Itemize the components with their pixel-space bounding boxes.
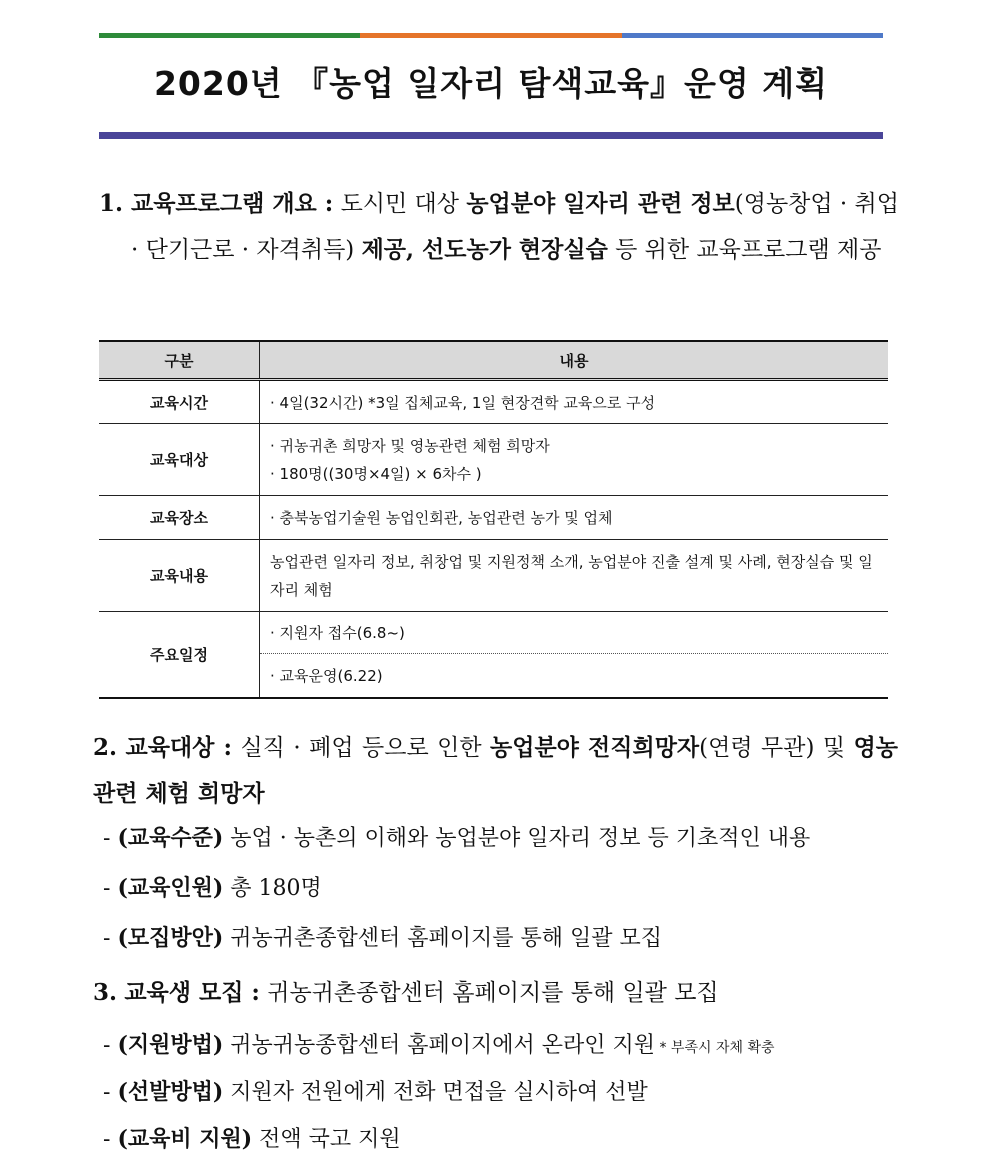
section-2 xyxy=(93,725,898,817)
item-text: 귀농귀농종합센터 홈페이지에서 온라인 지원 xyxy=(223,1033,656,1058)
item-text: 귀농귀촌종합센터 홈페이지를 통해 일괄 모집 xyxy=(223,926,663,951)
item-text: 총 180명 xyxy=(223,876,322,901)
bar-blue xyxy=(622,33,883,38)
list-item: - (선발방법) 지원자 전원에게 전화 면접을 실시하여 선발 xyxy=(103,1079,648,1105)
section-1-number: 1. xyxy=(99,190,124,217)
section-1 xyxy=(99,181,899,273)
list-item: - (교육비 지원) 전액 국고 지원 xyxy=(103,1126,401,1152)
top-color-bar xyxy=(99,33,883,38)
section-1-text-2: (영농창업 · 취업 · 단기근로 · 자격취득) xyxy=(131,191,899,263)
item-tag: (교육비 지원) xyxy=(117,1126,253,1152)
section-1-text-1: 도시민 대상 xyxy=(333,191,467,217)
item-note: * 부족시 자체 확충 xyxy=(655,1040,775,1056)
row-label: 교육내용 xyxy=(99,540,260,612)
item-tag: (교육인원) xyxy=(117,875,224,901)
list-item: - (교육수준) 농업 · 농촌의 이해와 농업분야 일자리 정보 등 기초적인 내용 xyxy=(103,825,811,851)
item-text: 지원자 전원에게 전화 면접을 실시하여 선발 xyxy=(223,1080,648,1105)
section-1-bold-2: 제공, 선도농가 현장실습 xyxy=(361,236,608,263)
table-row xyxy=(99,540,888,612)
program-table xyxy=(99,340,888,699)
section-3-text-1: 귀농귀촌종합센터 홈페이지를 통해 일괄 모집 xyxy=(259,980,719,1006)
table-header-content: 내용 xyxy=(260,341,889,380)
table-row xyxy=(99,496,888,540)
section-2-number: 2. xyxy=(93,734,118,761)
table-row xyxy=(99,612,888,654)
row-label: 교육장소 xyxy=(99,496,260,540)
list-item: - (지원방법) 귀농귀농종합센터 홈페이지에서 온라인 지원 * 부족시 자체 확충 xyxy=(103,1032,775,1058)
row-content: · 충북농업기술원 농업인회관, 농업관련 농가 및 업체 xyxy=(260,496,889,540)
item-tag: (지원방법) xyxy=(117,1032,224,1058)
row-content: · 4일(32시간) *3일 집체교육, 1일 현장견학 교육으로 구성 xyxy=(260,380,889,424)
section-2-heading: 교육대상 : xyxy=(125,734,232,761)
section-2-bold-1: 농업분야 전직희망자 xyxy=(490,734,700,761)
row-label: 주요일정 xyxy=(99,612,260,698)
row-line: · 180명((30명×4일) × 6차수 ) xyxy=(270,464,482,483)
item-text: 전액 국고 지원 xyxy=(252,1127,401,1152)
section-2-bold-2: 영농 관련 체험 희망자 xyxy=(93,734,898,807)
table-row xyxy=(99,380,888,424)
bar-green xyxy=(99,33,360,38)
table-row xyxy=(99,424,888,496)
row-content: · 교육운영(6.22) xyxy=(260,654,889,698)
row-label: 교육대상 xyxy=(99,424,260,496)
section-2-text-1: 실직 · 폐업 등으로 인한 xyxy=(232,735,491,761)
bar-orange xyxy=(360,33,621,38)
item-text: 농업 · 농촌의 이해와 농업분야 일자리 정보 등 기초적인 내용 xyxy=(223,826,811,851)
title-underline xyxy=(99,132,883,139)
row-label: 교육시간 xyxy=(99,380,260,424)
list-item: - (교육인원) 총 180명 xyxy=(103,875,322,901)
section-3-number: 3. xyxy=(93,979,118,1006)
section-1-heading: 교육프로그램 개요 : xyxy=(131,190,334,217)
list-item: - (모집방안) 귀농귀촌종합센터 홈페이지를 통해 일괄 모집 xyxy=(103,925,663,951)
item-tag: (모집방안) xyxy=(117,925,224,951)
row-content xyxy=(260,424,889,496)
section-1-text-3: 등 위한 교육프로그램 제공 xyxy=(607,237,882,263)
row-line: · 귀농귀촌 희망자 및 영농관련 체험 희망자 xyxy=(270,436,550,455)
table-header-row xyxy=(99,341,888,380)
item-tag: (교육수준) xyxy=(117,825,224,851)
row-content: 농업관련 일자리 정보, 취창업 및 지원정책 소개, 농업분야 진출 설계 및 사례, 현장실습 및 일자리 체험 xyxy=(260,540,889,612)
row-content: · 지원자 접수(6.8~) xyxy=(260,612,889,654)
section-1-bold-1: 농업분야 일자리 관련 정보 xyxy=(466,190,735,217)
item-tag: (선발방법) xyxy=(117,1079,224,1105)
section-2-text-2: (연령 무관) 및 xyxy=(699,735,854,761)
table-header-category: 구분 xyxy=(99,341,260,380)
page-title: 2020년 『농업 일자리 탐색교육』운영 계획 xyxy=(153,64,829,103)
section-3 xyxy=(93,970,898,1016)
section-3-heading: 교육생 모집 : xyxy=(124,979,260,1006)
